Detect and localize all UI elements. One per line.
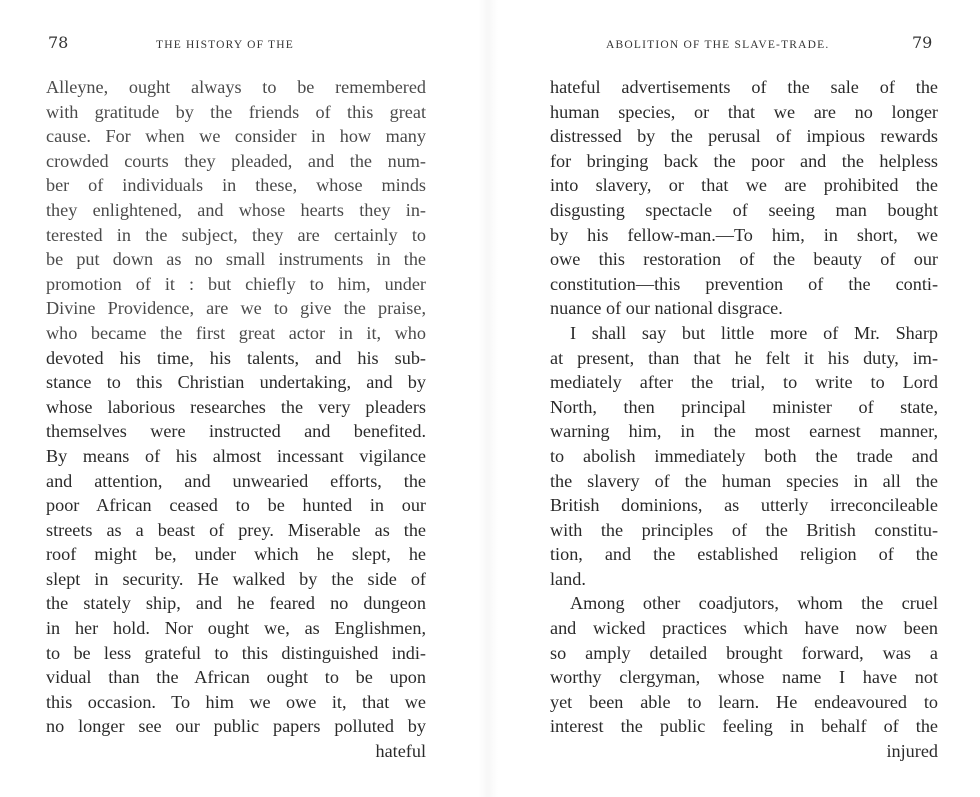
text-line: slept in security. He walked by the side of	[46, 568, 426, 589]
text-line: disgusting spectacle of seeing man bought	[550, 199, 938, 220]
text-line: themselves were instructed and benefited.	[46, 421, 426, 442]
text-line: roof might be, under which he slept, he	[46, 544, 426, 565]
book-gutter	[478, 0, 498, 797]
text-line: for bringing back the poor and the helpless	[550, 150, 938, 171]
left-page-number: 78	[48, 33, 69, 52]
text-line: who became the first great actor in it, who	[46, 322, 426, 343]
text-line: poor African ceased to be hunted in our	[46, 495, 426, 516]
left-page-header	[44, 33, 430, 58]
text-line: to be less grateful to this distinguished indi-	[46, 642, 426, 663]
text-line: hateful advertisements of the sale of the	[550, 77, 938, 97]
text-line: North, then principal minister of state,	[550, 396, 938, 417]
right-page-body	[550, 75, 938, 764]
text-line: in her hold. Nor ought we, as Englishmen,	[46, 618, 426, 639]
catchword: hateful	[375, 741, 426, 762]
text-line: human species, or that we are no longer	[550, 101, 938, 122]
text-line: they enlightened, and whose hearts they in-	[46, 199, 426, 220]
text-line: owe this restoration of the beauty of our	[550, 249, 938, 270]
right-page-number: 79	[912, 33, 933, 52]
text-line: warning him, in the most earnest manner,	[550, 421, 938, 442]
text-line: ber of individuals in these, whose minds	[46, 175, 426, 196]
text-line: land.	[550, 568, 586, 589]
text-line: and wicked practices which have now been	[550, 618, 938, 639]
text-line: Divine Providence, are we to give the praise,	[46, 298, 426, 319]
text-line: devoted his time, his talents, and his sub-	[46, 347, 426, 368]
text-line: into slavery, or that we are prohibited the	[550, 175, 938, 196]
text-line: tion, and the established religion of the	[550, 544, 938, 565]
left-page-body	[46, 75, 426, 764]
text-line: constitution—this prevention of the conti-	[550, 273, 938, 294]
right-running-head: ABOLITION OF THE SLAVE-TRADE.	[606, 39, 830, 51]
catchword: injured	[886, 741, 938, 762]
text-line: stance to this Christian undertaking, and by	[46, 372, 426, 393]
right-page-header	[550, 33, 936, 58]
text-line: By means of his almost incessant vigilance	[46, 445, 426, 466]
text-line: vidual than the African ought to be upon	[46, 667, 426, 688]
text-line: promotion of it : but chiefly to him, under	[46, 273, 426, 294]
text-line: British dominions, as utterly irreconcileable	[550, 495, 938, 516]
text-line: distressed by the perusal of impious rewards	[550, 126, 938, 147]
text-line: crowded courts they pleaded, and the num-	[46, 150, 426, 171]
text-line: Among other coadjutors, whom the cruel	[570, 593, 938, 614]
text-line: no longer see our public papers polluted by	[46, 716, 426, 737]
text-line: I shall say but little more of Mr. Sharp	[570, 322, 938, 343]
right-page	[500, 0, 980, 797]
text-line: nuance of our national disgrace.	[550, 298, 783, 319]
text-line: with the principles of the British constitu-	[550, 519, 938, 540]
text-line: at present, than that he felt it his duty, im-	[550, 347, 938, 368]
text-line: to abolish immediately both the trade and	[550, 445, 938, 466]
text-line: worthy clergyman, whose name I have not	[550, 667, 938, 688]
text-line: be put down as no small instruments in the	[46, 249, 426, 270]
text-line: the slavery of the human species in all the	[550, 470, 938, 491]
left-running-head: THE HISTORY OF THE	[156, 39, 294, 51]
text-line: terested in the subject, they are certainly to	[46, 224, 426, 245]
text-line: yet been able to learn. He endeavoured to	[550, 691, 938, 712]
text-line: whose laborious researches the very pleaders	[46, 396, 426, 417]
text-line: interest the public feeling in behalf of the	[550, 716, 938, 737]
left-page	[0, 0, 470, 797]
text-line: this occasion. To him we owe it, that we	[46, 691, 426, 712]
text-line: and attention, and unwearied efforts, the	[46, 470, 426, 491]
text-line: so amply detailed brought forward, was a	[550, 642, 938, 663]
text-line: by his fellow-man.—To him, in short, we	[550, 224, 938, 245]
text-line: the stately ship, and he feared no dungeon	[46, 593, 426, 614]
text-line: mediately after the trial, to write to Lord	[550, 372, 938, 393]
text-line: with gratitude by the friends of this great	[46, 101, 426, 122]
text-line: Alleyne, ought always to be remembered	[46, 77, 426, 97]
text-line: cause. For when we consider in how many	[46, 126, 426, 147]
text-line: streets as a beast of prey. Miserable as the	[46, 519, 426, 540]
